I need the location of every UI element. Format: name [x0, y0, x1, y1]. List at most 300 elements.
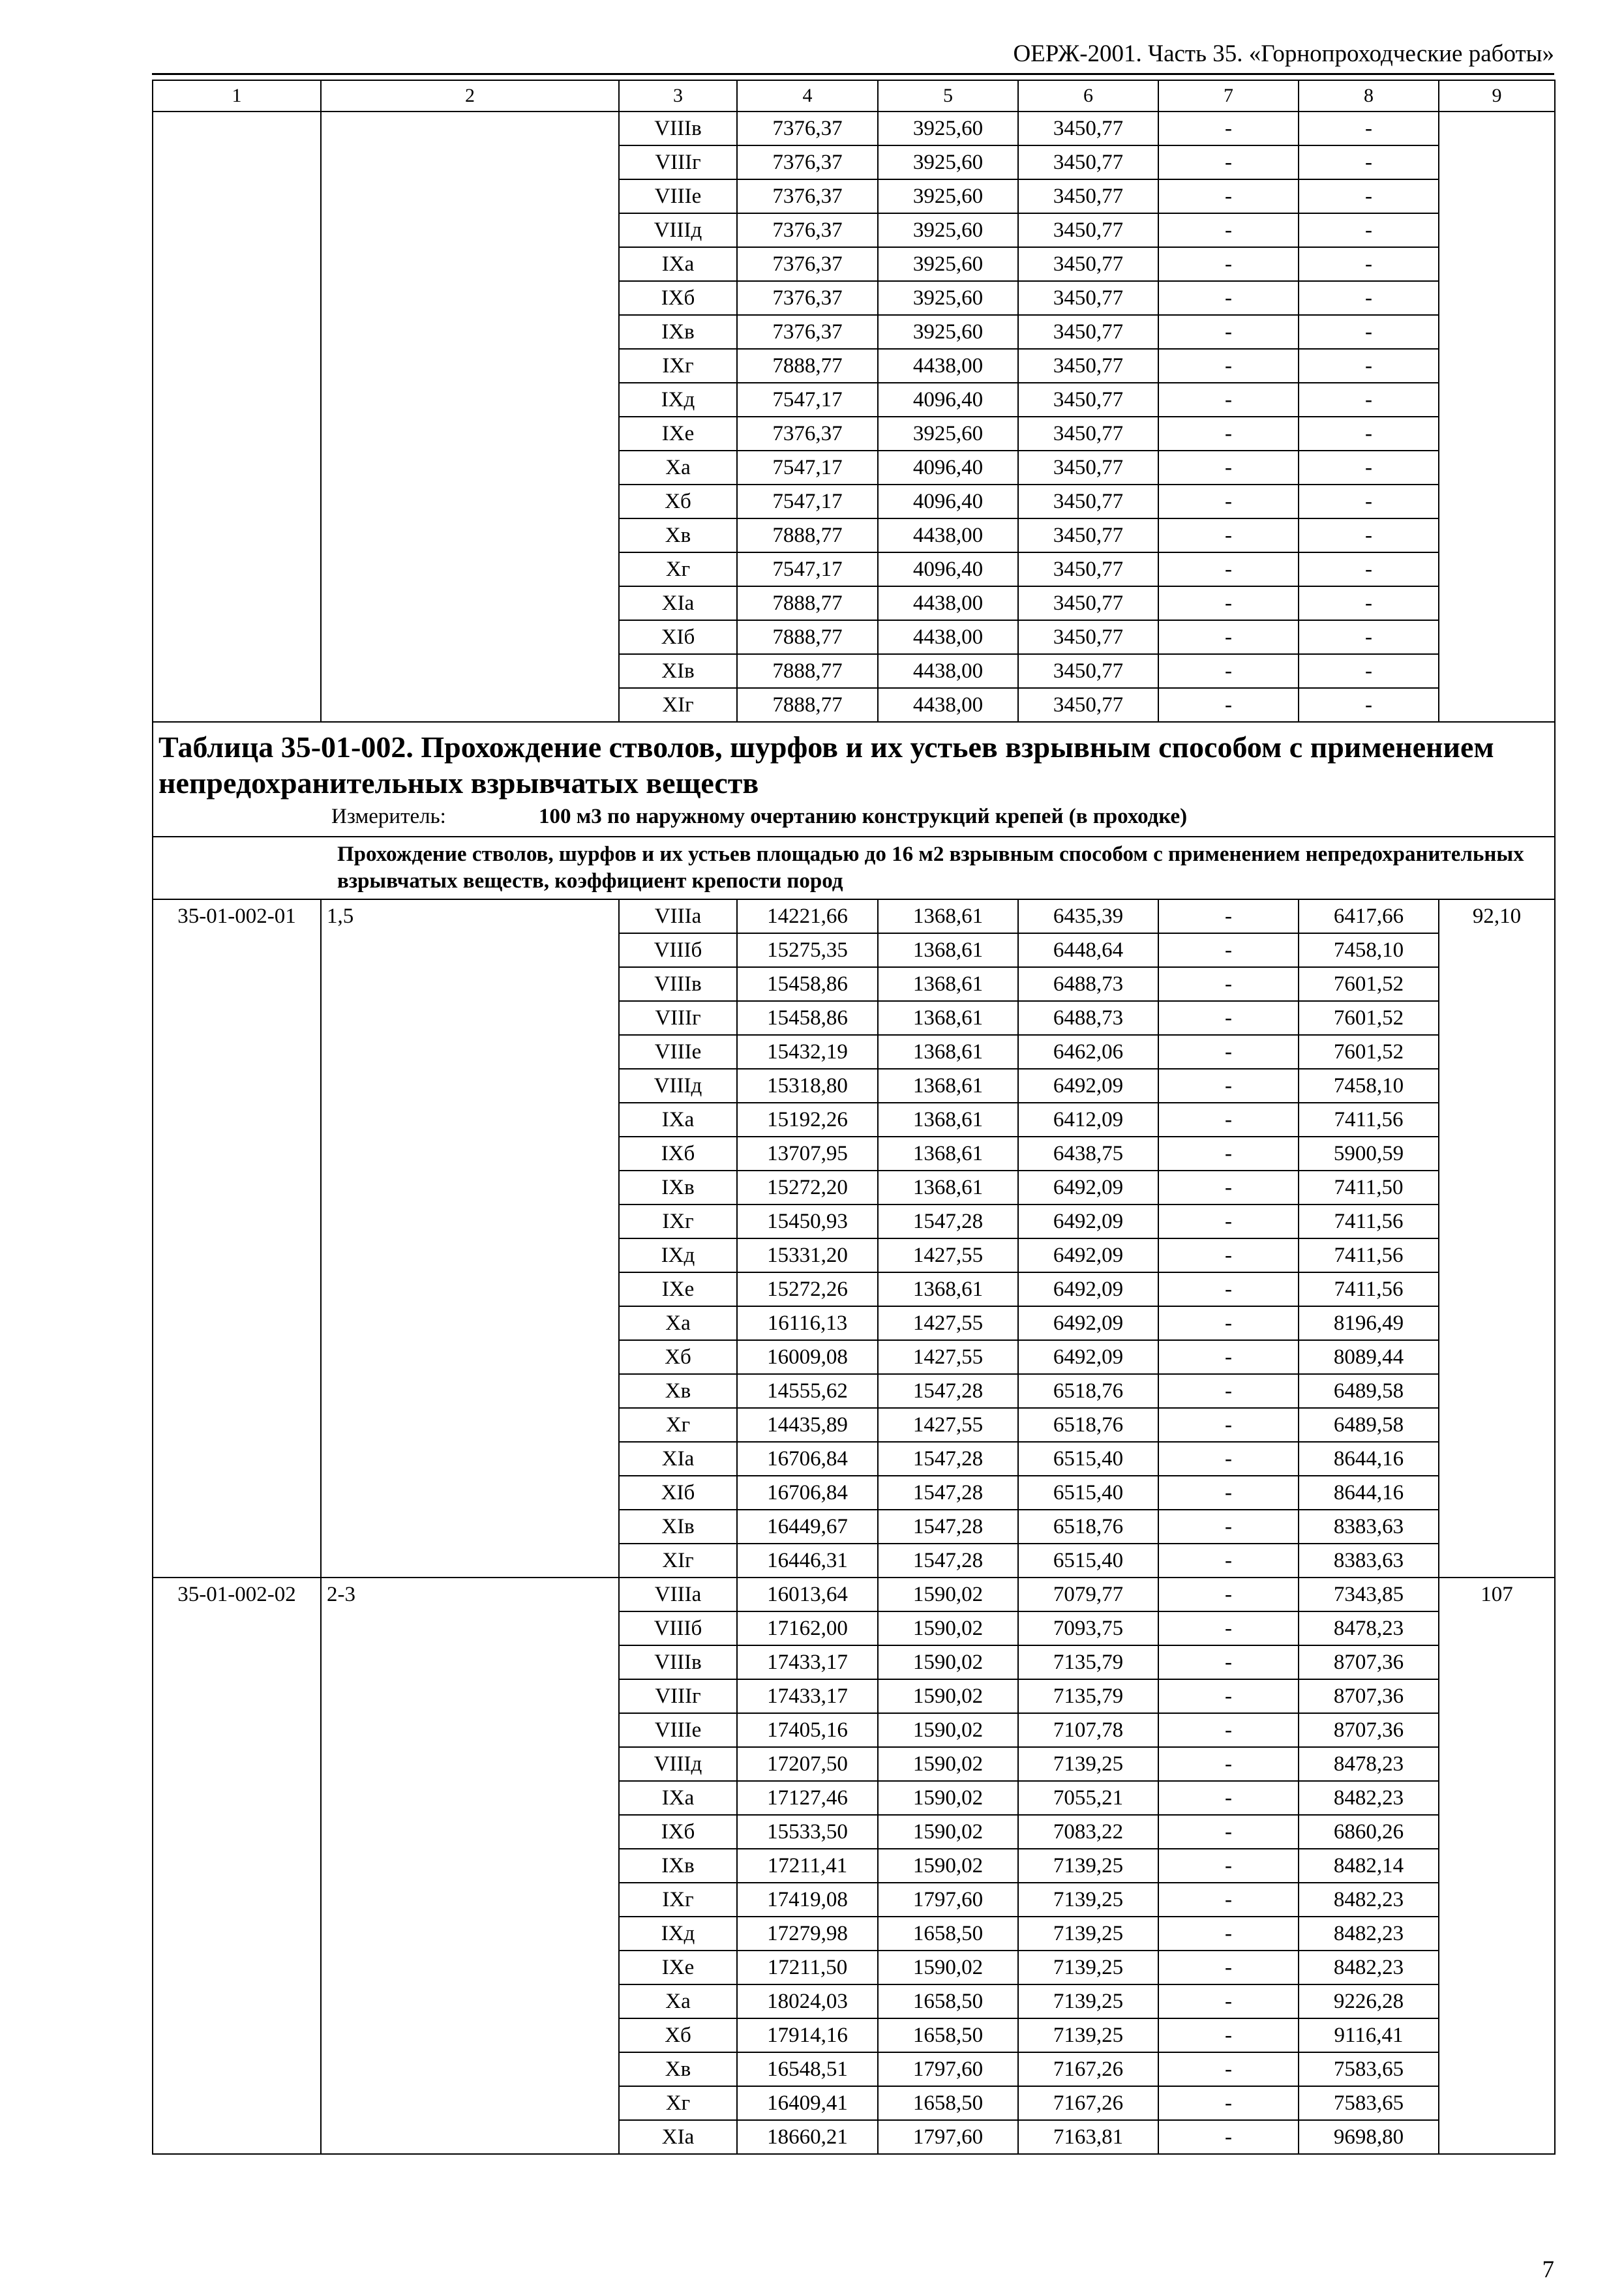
value-cell: -	[1158, 281, 1299, 315]
value-cell: IXб	[619, 281, 737, 315]
value-cell: 15533,50	[737, 1815, 878, 1849]
value-cell: 1368,61	[878, 1035, 1018, 1069]
value-cell: VIIIе	[619, 1035, 737, 1069]
value-cell: 8383,63	[1299, 1510, 1439, 1544]
value-cell: 7376,37	[737, 179, 878, 213]
value-cell: 1658,50	[878, 2086, 1018, 2120]
value-cell: 6492,09	[1018, 1238, 1158, 1272]
value-cell: -	[1158, 552, 1299, 586]
value-cell: 7411,56	[1299, 1204, 1439, 1238]
value-cell: 8644,16	[1299, 1442, 1439, 1476]
value-cell: 15331,20	[737, 1238, 878, 1272]
value-cell: 5900,59	[1299, 1137, 1439, 1171]
value-cell: -	[1158, 1001, 1299, 1035]
value-cell: 7583,65	[1299, 2052, 1439, 2086]
value-cell: 14435,89	[737, 1408, 878, 1442]
value-cell: 4438,00	[878, 688, 1018, 722]
value-cell: 18024,03	[737, 1984, 878, 2018]
value-cell: 8707,36	[1299, 1679, 1439, 1713]
value-cell: 7139,25	[1018, 1849, 1158, 1883]
value-cell: VIIIв	[619, 1645, 737, 1679]
table-title: Таблица 35-01-002. Прохождение стволов, шурфов и их устьев взрывным способом с применением непредохранительных взрывчатых веществ	[153, 722, 1555, 801]
value-cell: -	[1158, 1374, 1299, 1408]
value-cell: 7376,37	[737, 112, 878, 145]
value-cell: 16548,51	[737, 2052, 878, 2086]
value-cell: 16706,84	[737, 1442, 878, 1476]
code-cell	[153, 112, 321, 722]
value-cell: 4438,00	[878, 349, 1018, 383]
value-cell: -	[1158, 1747, 1299, 1781]
value-cell: -	[1158, 1883, 1299, 1917]
value-cell: 7135,79	[1018, 1679, 1158, 1713]
value-cell: 1590,02	[878, 1713, 1018, 1747]
value-cell: 7583,65	[1299, 2086, 1439, 2120]
value-cell: -	[1158, 1849, 1299, 1883]
value-cell: 6489,58	[1299, 1374, 1439, 1408]
value-cell: -	[1158, 1306, 1299, 1340]
column-number-cell: 9	[1439, 80, 1555, 112]
value-cell: -	[1158, 451, 1299, 485]
value-cell: 4438,00	[878, 518, 1018, 552]
value-cell: XIв	[619, 1510, 737, 1544]
value-cell: -	[1158, 1035, 1299, 1069]
labor-cell	[1439, 112, 1555, 722]
value-cell: 7547,17	[737, 485, 878, 518]
value-cell: 3925,60	[878, 112, 1018, 145]
value-cell: 1590,02	[878, 1679, 1018, 1713]
value-cell: -	[1299, 518, 1439, 552]
unit-row	[153, 801, 1555, 837]
value-cell: IXд	[619, 1238, 737, 1272]
value-cell: 1590,02	[878, 1781, 1018, 1815]
value-cell: 7458,10	[1299, 933, 1439, 967]
labor-cell: 107	[1439, 1578, 1555, 2154]
value-cell: 9698,80	[1299, 2120, 1439, 2154]
value-cell: -	[1158, 1069, 1299, 1103]
value-cell: 7547,17	[737, 383, 878, 417]
value-cell: 3450,77	[1018, 552, 1158, 586]
value-cell: 6492,09	[1018, 1272, 1158, 1306]
value-cell: -	[1158, 1103, 1299, 1137]
code-cell: 35-01-002-02	[153, 1578, 321, 2154]
running-header: ОЕРЖ-2001. Часть 35. «Горнопроходческие работы»	[1013, 40, 1554, 67]
value-cell: 17405,16	[737, 1713, 878, 1747]
column-number-cell: 7	[1158, 80, 1299, 112]
value-cell: Xб	[619, 2018, 737, 2052]
value-cell: 7376,37	[737, 417, 878, 451]
value-cell: 7139,25	[1018, 1747, 1158, 1781]
value-cell: -	[1158, 1408, 1299, 1442]
value-cell: 1427,55	[878, 1340, 1018, 1374]
value-cell: 4096,40	[878, 485, 1018, 518]
value-cell: 3450,77	[1018, 417, 1158, 451]
value-cell: IXб	[619, 1137, 737, 1171]
value-cell: 6412,09	[1018, 1103, 1158, 1137]
value-cell: 1590,02	[878, 1747, 1018, 1781]
value-cell: -	[1299, 383, 1439, 417]
value-cell: IXг	[619, 1204, 737, 1238]
value-cell: 3450,77	[1018, 688, 1158, 722]
value-cell: -	[1158, 2052, 1299, 2086]
value-cell: -	[1158, 1578, 1299, 1611]
value-cell: 7163,81	[1018, 2120, 1158, 2154]
value-cell: 17914,16	[737, 2018, 878, 2052]
value-cell: -	[1158, 2120, 1299, 2154]
column-number-cell: 2	[321, 80, 619, 112]
value-cell: VIIIг	[619, 1001, 737, 1035]
value-cell: 7167,26	[1018, 2086, 1158, 2120]
value-cell: 17207,50	[737, 1747, 878, 1781]
value-cell: 3450,77	[1018, 485, 1158, 518]
value-cell: XIг	[619, 1544, 737, 1578]
page-number: 7	[1542, 2256, 1554, 2283]
value-cell: 1368,61	[878, 933, 1018, 967]
value-cell: 7376,37	[737, 213, 878, 247]
value-cell: 1658,50	[878, 1917, 1018, 1951]
value-cell: -	[1158, 688, 1299, 722]
value-cell: XIа	[619, 1442, 737, 1476]
value-cell: IXа	[619, 247, 737, 281]
value-cell: VIIIд	[619, 213, 737, 247]
value-cell: 1590,02	[878, 1815, 1018, 1849]
value-cell: 6515,40	[1018, 1476, 1158, 1510]
value-cell: 16449,67	[737, 1510, 878, 1544]
value-cell: VIIIв	[619, 967, 737, 1001]
value-cell: IXб	[619, 1815, 737, 1849]
value-cell: 8478,23	[1299, 1747, 1439, 1781]
header-rule	[152, 73, 1554, 75]
value-cell: 1368,61	[878, 899, 1018, 933]
value-cell: VIIIа	[619, 1578, 737, 1611]
value-cell: -	[1158, 315, 1299, 349]
value-cell: 8089,44	[1299, 1340, 1439, 1374]
value-cell: VIIIе	[619, 179, 737, 213]
value-cell: 8482,23	[1299, 1917, 1439, 1951]
value-cell: 3450,77	[1018, 518, 1158, 552]
value-cell: 1590,02	[878, 1578, 1018, 1611]
value-cell: 1368,61	[878, 1069, 1018, 1103]
value-cell: -	[1299, 485, 1439, 518]
value-cell: -	[1158, 1340, 1299, 1374]
value-cell: -	[1158, 899, 1299, 933]
coefficient-cell	[321, 112, 619, 722]
value-cell: -	[1158, 213, 1299, 247]
value-cell: 6488,73	[1018, 967, 1158, 1001]
value-cell: 8644,16	[1299, 1476, 1439, 1510]
value-cell: 4438,00	[878, 586, 1018, 620]
value-cell: Xб	[619, 485, 737, 518]
value-cell: 3925,60	[878, 145, 1018, 179]
value-cell: 16446,31	[737, 1544, 878, 1578]
value-cell: 15432,19	[737, 1035, 878, 1069]
value-cell: -	[1299, 179, 1439, 213]
value-cell: 7376,37	[737, 315, 878, 349]
value-cell: 1658,50	[878, 2018, 1018, 2052]
value-cell: -	[1158, 1137, 1299, 1171]
value-cell: 7083,22	[1018, 1815, 1158, 1849]
value-cell: -	[1299, 586, 1439, 620]
column-number-row	[153, 80, 1555, 112]
value-cell: 1590,02	[878, 1951, 1018, 1984]
value-cell: Xв	[619, 518, 737, 552]
column-number-cell: 8	[1299, 80, 1439, 112]
value-cell: Xг	[619, 1408, 737, 1442]
column-number-cell: 3	[619, 80, 737, 112]
value-cell: 6489,58	[1299, 1408, 1439, 1442]
value-cell: 13707,95	[737, 1137, 878, 1171]
value-cell: 1797,60	[878, 1883, 1018, 1917]
value-cell: VIIIе	[619, 1713, 737, 1747]
value-cell: VIIIб	[619, 1611, 737, 1645]
section-heading-row	[153, 837, 1555, 899]
value-cell: -	[1158, 1781, 1299, 1815]
value-cell: IXг	[619, 1883, 737, 1917]
table-row	[153, 112, 1555, 145]
value-cell: Xг	[619, 2086, 737, 2120]
table-row	[153, 1578, 1555, 1611]
value-cell: 9226,28	[1299, 1984, 1439, 2018]
value-cell: -	[1158, 933, 1299, 967]
unit-value: 100 м3 по наружному очертанию конструкций крепей (в проходке)	[539, 805, 1188, 828]
value-cell: XIб	[619, 620, 737, 654]
unit-label: Измеритель:	[331, 805, 446, 828]
value-cell: Xа	[619, 1984, 737, 2018]
value-cell: -	[1299, 247, 1439, 281]
value-cell: 4096,40	[878, 451, 1018, 485]
value-cell: 17162,00	[737, 1611, 878, 1645]
value-cell: 1547,28	[878, 1510, 1018, 1544]
value-cell: 7376,37	[737, 145, 878, 179]
value-cell: 3925,60	[878, 417, 1018, 451]
value-cell: 6435,39	[1018, 899, 1158, 933]
value-cell: IXа	[619, 1781, 737, 1815]
value-cell: IXв	[619, 315, 737, 349]
value-cell: 7411,56	[1299, 1238, 1439, 1272]
value-cell: 17433,17	[737, 1645, 878, 1679]
value-cell: 1547,28	[878, 1442, 1018, 1476]
value-cell: XIв	[619, 654, 737, 688]
value-cell: 3925,60	[878, 315, 1018, 349]
value-cell: 7601,52	[1299, 967, 1439, 1001]
value-cell: 8707,36	[1299, 1713, 1439, 1747]
value-cell: 7139,25	[1018, 2018, 1158, 2052]
code-cell: 35-01-002-01	[153, 899, 321, 1578]
value-cell: 1547,28	[878, 1476, 1018, 1510]
value-cell: 17211,41	[737, 1849, 878, 1883]
value-cell: -	[1158, 1544, 1299, 1578]
value-cell: -	[1158, 1984, 1299, 2018]
value-cell: 3925,60	[878, 247, 1018, 281]
value-cell: 15192,26	[737, 1103, 878, 1137]
value-cell: 1368,61	[878, 967, 1018, 1001]
value-cell: -	[1158, 654, 1299, 688]
value-cell: 6518,76	[1018, 1408, 1158, 1442]
value-cell: IXе	[619, 1272, 737, 1306]
value-cell: 16706,84	[737, 1476, 878, 1510]
rates-table	[152, 80, 1556, 2155]
value-cell: 7376,37	[737, 281, 878, 315]
value-cell: 16409,41	[737, 2086, 878, 2120]
value-cell: 15318,80	[737, 1069, 878, 1103]
value-cell: 18660,21	[737, 2120, 878, 2154]
value-cell: XIб	[619, 1476, 737, 1510]
value-cell: 3450,77	[1018, 383, 1158, 417]
section-heading: Прохождение стволов, шурфов и их устьев площадью до 16 м2 взрывным способом с применением непредохранительных взрывчатых веществ, коэффициент крепости пород	[153, 837, 1555, 899]
value-cell: 1797,60	[878, 2120, 1018, 2154]
value-cell: IXд	[619, 1917, 737, 1951]
value-cell: 4438,00	[878, 654, 1018, 688]
value-cell: 8707,36	[1299, 1645, 1439, 1679]
value-cell: 3450,77	[1018, 451, 1158, 485]
value-cell: -	[1158, 112, 1299, 145]
value-cell: 16009,08	[737, 1340, 878, 1374]
value-cell: 1427,55	[878, 1238, 1018, 1272]
value-cell: 7167,26	[1018, 2052, 1158, 2086]
value-cell: 14555,62	[737, 1374, 878, 1408]
value-cell: 7888,77	[737, 620, 878, 654]
column-number-cell: 6	[1018, 80, 1158, 112]
value-cell: -	[1158, 1272, 1299, 1306]
value-cell: 1590,02	[878, 1611, 1018, 1645]
value-cell: 6515,40	[1018, 1544, 1158, 1578]
value-cell: 3450,77	[1018, 654, 1158, 688]
value-cell: VIIIв	[619, 112, 737, 145]
value-cell: 7107,78	[1018, 1713, 1158, 1747]
value-cell: -	[1158, 1951, 1299, 1984]
value-cell: 7055,21	[1018, 1781, 1158, 1815]
value-cell: VIIIа	[619, 899, 737, 933]
value-cell: 15272,26	[737, 1272, 878, 1306]
value-cell: 6492,09	[1018, 1204, 1158, 1238]
value-cell: VIIIг	[619, 1679, 737, 1713]
value-cell: 3450,77	[1018, 620, 1158, 654]
value-cell: Xв	[619, 2052, 737, 2086]
value-cell: Xв	[619, 1374, 737, 1408]
value-cell: -	[1299, 145, 1439, 179]
value-cell: VIIIг	[619, 145, 737, 179]
value-cell: 3450,77	[1018, 247, 1158, 281]
value-cell: 7093,75	[1018, 1611, 1158, 1645]
value-cell: -	[1158, 383, 1299, 417]
value-cell: Xа	[619, 451, 737, 485]
value-cell: 1547,28	[878, 1544, 1018, 1578]
value-cell: 7547,17	[737, 451, 878, 485]
value-cell: -	[1158, 1204, 1299, 1238]
value-cell: 7888,77	[737, 654, 878, 688]
value-cell: IXе	[619, 1951, 737, 1984]
value-cell: -	[1158, 1713, 1299, 1747]
value-cell: 7888,77	[737, 586, 878, 620]
value-cell: 1368,61	[878, 1103, 1018, 1137]
value-cell: 3925,60	[878, 179, 1018, 213]
value-cell: -	[1299, 552, 1439, 586]
coefficient-cell: 1,5	[321, 899, 619, 1578]
value-cell: -	[1158, 417, 1299, 451]
value-cell: 8482,23	[1299, 1883, 1439, 1917]
value-cell: 6492,09	[1018, 1306, 1158, 1340]
value-cell: -	[1299, 213, 1439, 247]
value-cell: -	[1158, 1171, 1299, 1204]
value-cell: 3925,60	[878, 213, 1018, 247]
value-cell: 7411,56	[1299, 1272, 1439, 1306]
value-cell: 6492,09	[1018, 1340, 1158, 1374]
value-cell: 15450,93	[737, 1204, 878, 1238]
value-cell: 16116,13	[737, 1306, 878, 1340]
value-cell: 1590,02	[878, 1849, 1018, 1883]
value-cell: -	[1158, 620, 1299, 654]
value-cell: -	[1158, 1917, 1299, 1951]
column-number-cell: 5	[878, 80, 1018, 112]
value-cell: 7376,37	[737, 247, 878, 281]
value-cell: 15275,35	[737, 933, 878, 967]
value-cell: 7601,52	[1299, 1035, 1439, 1069]
value-cell: -	[1299, 451, 1439, 485]
value-cell: 17279,98	[737, 1917, 878, 1951]
value-cell: 7139,25	[1018, 1917, 1158, 1951]
value-cell: XIа	[619, 2120, 737, 2154]
value-cell: 6448,64	[1018, 933, 1158, 967]
value-cell: 4438,00	[878, 620, 1018, 654]
value-cell: -	[1299, 654, 1439, 688]
value-cell: 15458,86	[737, 967, 878, 1001]
value-cell: 3450,77	[1018, 281, 1158, 315]
value-cell: -	[1158, 586, 1299, 620]
value-cell: 8196,49	[1299, 1306, 1439, 1340]
value-cell: 6518,76	[1018, 1374, 1158, 1408]
value-cell: XIа	[619, 586, 737, 620]
value-cell: 17419,08	[737, 1883, 878, 1917]
value-cell: 4096,40	[878, 383, 1018, 417]
value-cell: 6438,75	[1018, 1137, 1158, 1171]
labor-cell: 92,10	[1439, 899, 1555, 1578]
value-cell: -	[1158, 349, 1299, 383]
value-cell: -	[1299, 688, 1439, 722]
value-cell: -	[1299, 281, 1439, 315]
value-cell: Xб	[619, 1340, 737, 1374]
value-cell: -	[1158, 145, 1299, 179]
value-cell: 7139,25	[1018, 1951, 1158, 1984]
table-title-row	[153, 722, 1555, 801]
value-cell: -	[1158, 485, 1299, 518]
value-cell: 7547,17	[737, 552, 878, 586]
value-cell: 3450,77	[1018, 145, 1158, 179]
value-cell: 8482,14	[1299, 1849, 1439, 1883]
value-cell: 7135,79	[1018, 1645, 1158, 1679]
value-cell: -	[1158, 1679, 1299, 1713]
value-cell: 7458,10	[1299, 1069, 1439, 1103]
value-cell: 7139,25	[1018, 1984, 1158, 2018]
value-cell: 1368,61	[878, 1171, 1018, 1204]
value-cell: 3450,77	[1018, 112, 1158, 145]
value-cell: -	[1158, 247, 1299, 281]
value-cell: 16013,64	[737, 1578, 878, 1611]
value-cell: -	[1158, 1510, 1299, 1544]
value-cell: 7888,77	[737, 518, 878, 552]
value-cell: 4096,40	[878, 552, 1018, 586]
value-cell: -	[1158, 1476, 1299, 1510]
value-cell: 8482,23	[1299, 1781, 1439, 1815]
table-row	[153, 899, 1555, 933]
value-cell: 7601,52	[1299, 1001, 1439, 1035]
value-cell: 17127,46	[737, 1781, 878, 1815]
value-cell: 3925,60	[878, 281, 1018, 315]
value-cell: 6860,26	[1299, 1815, 1439, 1849]
value-cell: 3450,77	[1018, 315, 1158, 349]
value-cell: 3450,77	[1018, 213, 1158, 247]
value-cell: 3450,77	[1018, 179, 1158, 213]
value-cell: -	[1158, 1238, 1299, 1272]
value-cell: 7888,77	[737, 349, 878, 383]
